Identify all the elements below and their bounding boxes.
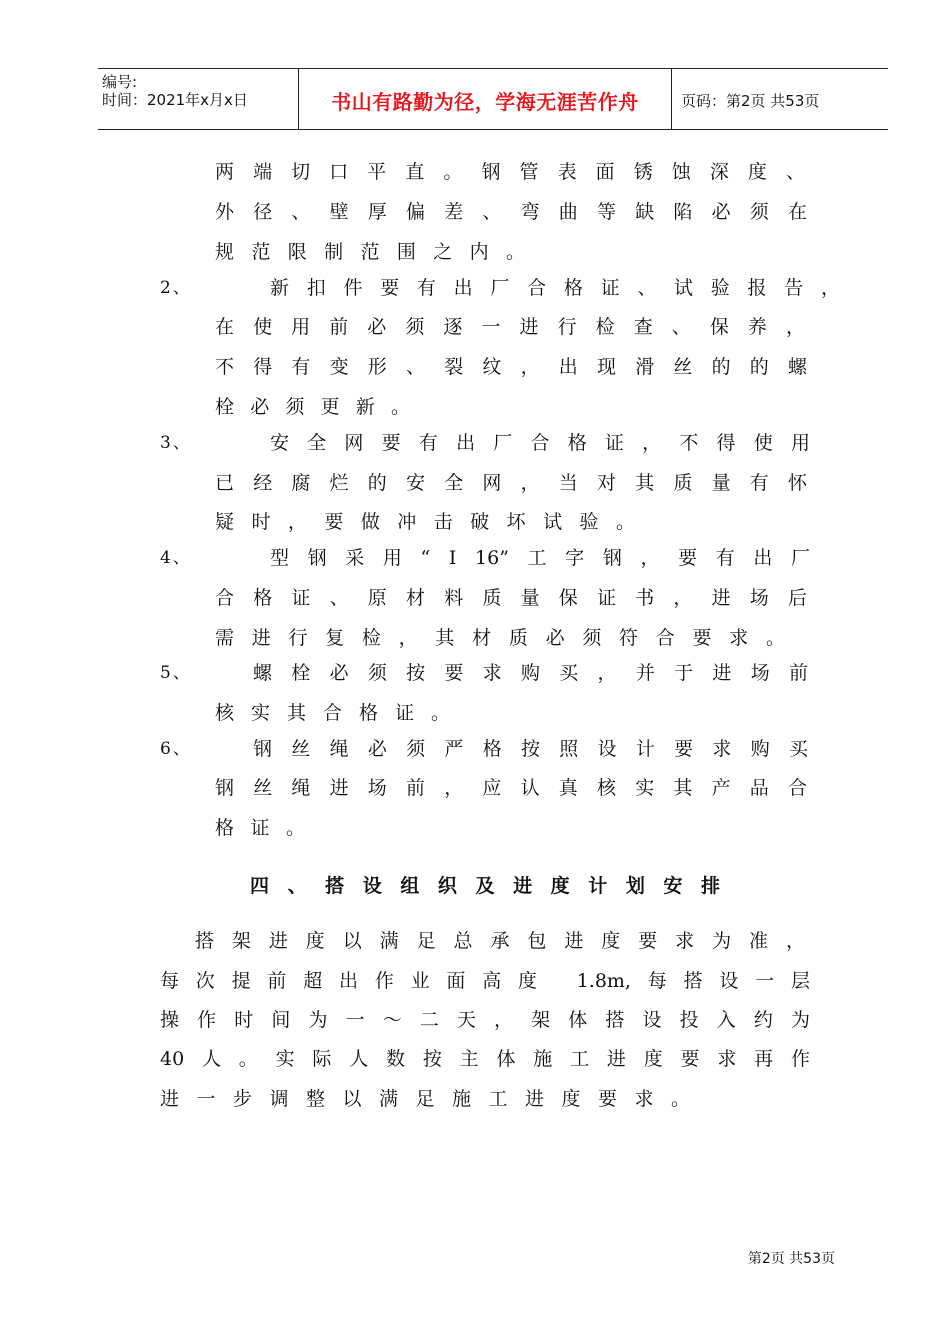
paragraph-line: 操作时间为一～二天，架体搭设投入约为 xyxy=(160,1009,810,1031)
header-meta-cell xyxy=(98,69,298,129)
paragraph-line: 进一步调整以满足施工进度要求。 xyxy=(160,1088,690,1110)
body-line: 在使用前必须逐一进行检查、保养， xyxy=(215,316,805,338)
page-header xyxy=(98,68,888,130)
list-number: 2、 xyxy=(160,278,192,298)
list-number: 3、 xyxy=(160,433,192,453)
body-line: 新扣件要有出厂合格证、试验报告， xyxy=(270,277,840,299)
body-line: 型钢采用“Ⅰ16”工字钢，要有出厂 xyxy=(270,547,810,569)
body-line: 疑时，要做冲击破坏试验。 xyxy=(215,511,635,533)
page-footer: 第2页 共53页 xyxy=(747,1251,835,1267)
paragraph-line: 40人。实际人数按主体施工进度要求再作 xyxy=(160,1048,810,1070)
header-page-info: 页码：第2页 共53页 xyxy=(681,92,820,110)
body-line: 已经腐烂的安全网，当对其质量有怀 xyxy=(215,472,807,494)
list-number: 6、 xyxy=(160,739,192,759)
body-line: 安全网要有出厂合格证，不得使用 xyxy=(270,432,810,454)
header-page-cell xyxy=(671,69,888,129)
list-number: 4、 xyxy=(160,548,192,568)
body-line: 两端切口平直。钢管表面锈蚀深度、 xyxy=(215,161,805,183)
body-line: 钢丝绳必须严格按照设计要求购买 xyxy=(253,738,808,760)
list-number: 5、 xyxy=(160,663,192,683)
body-line: 栓必须更新。 xyxy=(215,396,410,418)
serial-number-label: 编号: xyxy=(102,73,138,91)
body-line: 需进行复检，其材质必须符合要求。 xyxy=(215,627,785,649)
header-motto-cell xyxy=(298,69,672,129)
body-line: 核实其合格证。 xyxy=(215,702,450,724)
date-label: 时间：2021年x月x日 xyxy=(102,91,248,109)
paragraph-line: 每次提前超出作业面高度 1.8m,每搭设一层 xyxy=(160,970,810,992)
body-line: 钢丝绳进场前，应认真核实其产品合 xyxy=(215,777,807,799)
body-line: 格证。 xyxy=(215,817,305,839)
body-line: 合格证、原材料质量保证书，进场后 xyxy=(215,587,807,609)
body-line: 外径、壁厚偏差、弯曲等缺陷必须在 xyxy=(215,201,807,223)
body-line: 规范限制范围之内。 xyxy=(215,241,525,263)
paragraph-line: 搭架进度以满足总承包进度要求为准， xyxy=(195,930,805,952)
body-line: 螺栓必须按要求购买，并于进场前 xyxy=(253,662,808,684)
body-line: 不得有变形、裂纹，出现滑丝的的螺 xyxy=(215,356,807,378)
section-heading: 四、搭设组织及进度计划安排 xyxy=(250,875,720,897)
header-motto: 书山有路勤为径，学海无涯苦作舟 xyxy=(331,90,639,114)
